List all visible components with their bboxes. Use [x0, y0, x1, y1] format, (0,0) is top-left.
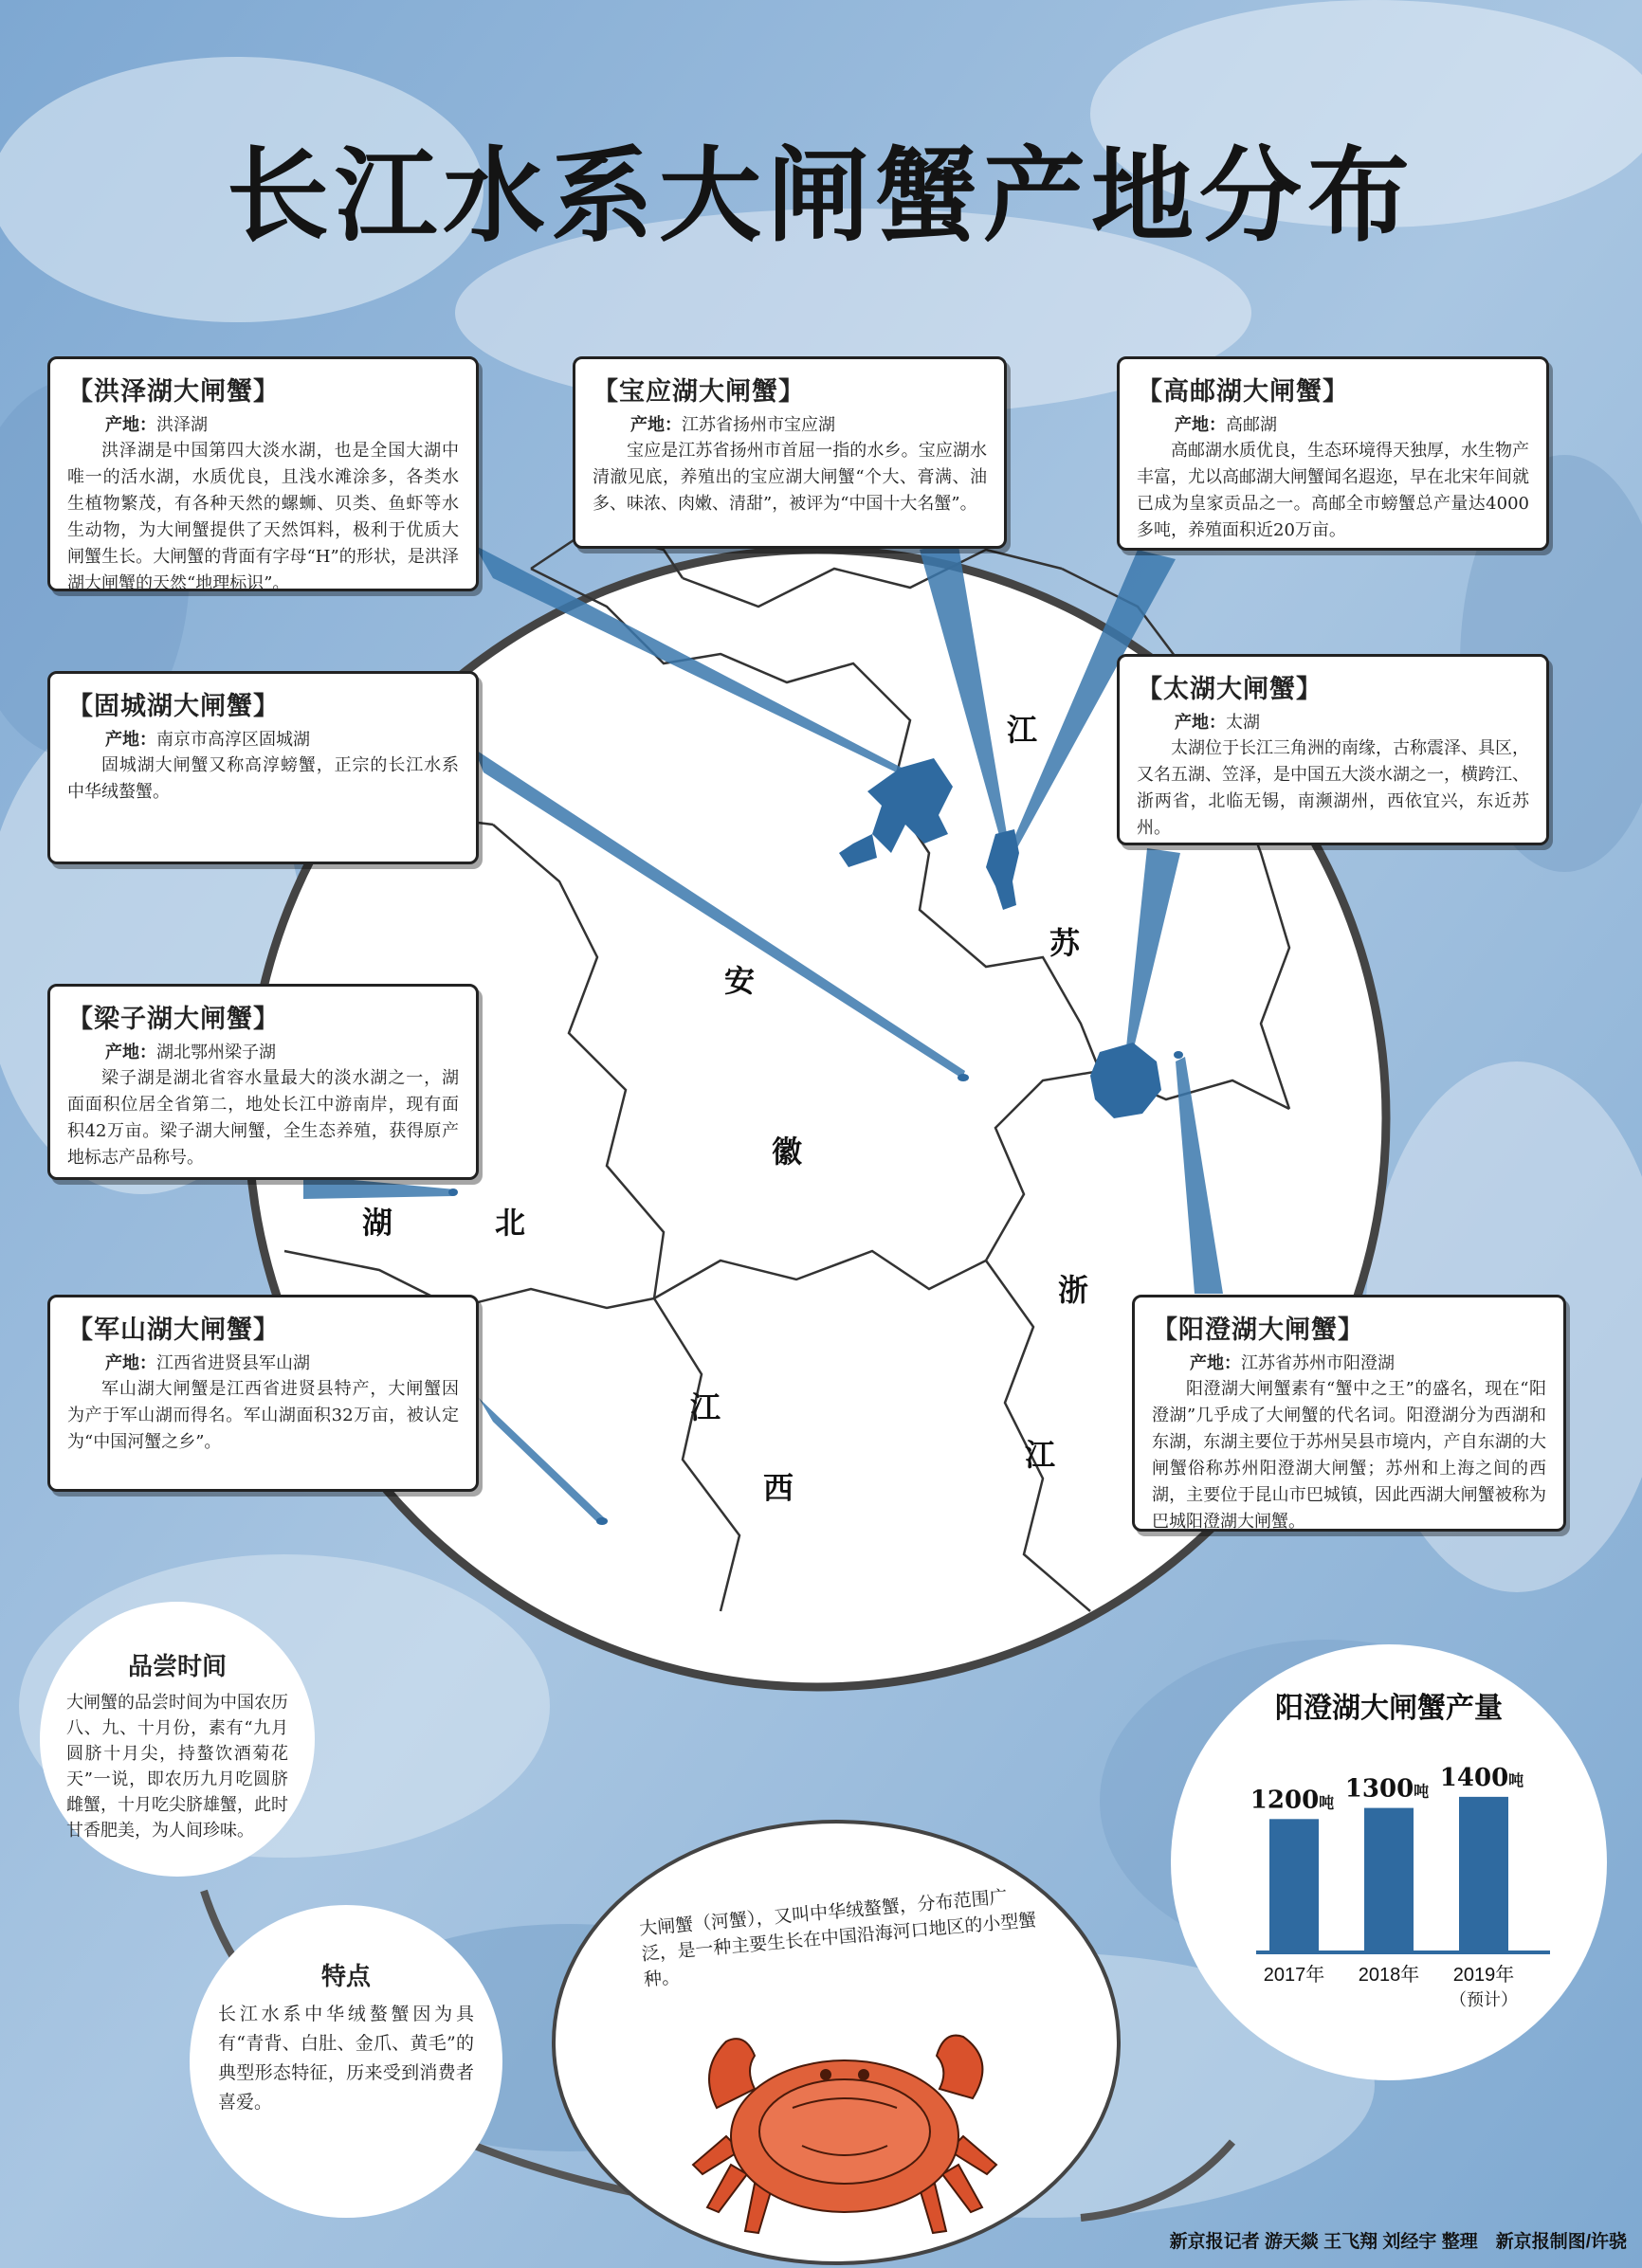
- lake-yangcheng: [1174, 1051, 1183, 1059]
- callout-title: 【宝应湖大闸蟹】: [593, 377, 805, 407]
- callout-description: 洪泽湖是中国第四大淡水湖，也是全国大湖中唯一的活水湖，水质优良，且浅水滩涂多，各类水生植物繁茂，有各种天然的螺蛳、贝类、鱼虾等水生动物，为大闸蟹提供了天然饵料，极利于优质大闸蟹生长。大闸蟹的背面有字母“H”的形状，是洪泽湖大闸蟹的天然“地理标识”。: [67, 441, 459, 593]
- callout-description: 高邮湖水质优良，生态环境得天独厚，水生物产丰富，尤以高邮湖大闸蟹闻名遐迩，早在北宋年间就已成为皇家贡品之一。高邮全市螃蟹总产量达4000多吨，养殖面积近20万亩。: [1137, 441, 1529, 540]
- origin-value: 江西省进贤县军山湖: [156, 1353, 310, 1373]
- callout-title: 【太湖大闸蟹】: [1137, 675, 1323, 704]
- bar-unit-label: 吨: [1414, 1782, 1430, 1801]
- connector-arc-right: [1081, 2142, 1232, 2218]
- callout-title: 【高邮湖大闸蟹】: [1137, 377, 1349, 407]
- origin-label: 产地：: [105, 1353, 156, 1373]
- callout-hongze: [47, 356, 479, 591]
- callout-taihu: [1117, 654, 1549, 845]
- page-title: 长江水系大闸蟹产地分布: [226, 136, 1415, 256]
- callout-description: 阳澄湖大闸蟹素有“蟹中之王”的盛名，现在“阳澄湖”几乎成了大闸蟹的代名词。阳澄湖分为西湖和东湖，东湖主要位于苏州吴县市境内，产自东湖的大闸蟹俗称苏州阳澄湖大闸蟹；苏州和上海之间的西湖，主要位于昆山市巴城镇，因此西湖大闸蟹被称为巴城阳澄湖大闸蟹。: [1152, 1379, 1546, 1532]
- origin-line: [1137, 413, 1529, 438]
- bar-unit-label: 吨: [1319, 1793, 1335, 1812]
- tasting-title: 品尝时间: [127, 1653, 227, 1681]
- province-label-hubei-2: 北: [495, 1205, 526, 1241]
- origin-value: 高邮湖: [1226, 415, 1277, 435]
- bar-value-label: 1400吨: [1439, 1763, 1524, 1792]
- callout-description: 宝应是江苏省扬州市首屈一指的水乡。宝应湖水清澈见底，养殖出的宝应湖大闸蟹“个大、膏满、油多、味浓、肉嫩、清甜”，被评为“中国十大名蟹”。: [593, 441, 987, 514]
- tasting-time-circle: [40, 1602, 315, 1877]
- bar-2017年: [1269, 1819, 1319, 1952]
- origin-label: 产地：: [105, 1043, 156, 1062]
- origin-line: [67, 413, 459, 438]
- callout-gucheng: [47, 671, 479, 864]
- origin-line: [67, 1352, 459, 1376]
- callout-gaoyou: [1117, 356, 1549, 551]
- crab-illustration: [688, 2004, 1001, 2241]
- callout-description: 固城湖大闸蟹又称高淳螃蟹，正宗的长江水系中华绒螯蟹。: [67, 755, 459, 802]
- bar-2019年: [1459, 1797, 1508, 1952]
- origin-line: [67, 728, 459, 753]
- bar-unit-label: 吨: [1508, 1770, 1524, 1789]
- lake-liangzi: [448, 1188, 458, 1196]
- province-label-zhejiang-1: 浙: [1058, 1272, 1089, 1308]
- feature-title: 特点: [320, 1963, 371, 1991]
- origin-value: 洪泽湖: [156, 415, 208, 435]
- origin-line: [593, 413, 987, 438]
- origin-line: [67, 1041, 459, 1065]
- crab-intro-ellipse: [552, 1820, 1121, 2265]
- callout-baoying: [573, 356, 1007, 549]
- origin-label: 产地：: [105, 730, 156, 750]
- callout-title: 【固城湖大闸蟹】: [67, 692, 280, 721]
- callout-yangcheng: [1132, 1295, 1566, 1532]
- province-label-jiangxi-2: 西: [763, 1470, 794, 1506]
- callout-description: 军山湖大闸蟹是江西省进贤县特产，大闸蟹因为产于军山湖而得名。军山湖面积32万亩，被认定为“中国河蟹之乡”。: [67, 1379, 459, 1452]
- callout-liangzi: [47, 984, 479, 1180]
- origin-label: 产地：: [105, 415, 156, 435]
- province-label-jiangsu-1: 江: [1007, 712, 1038, 748]
- category-note: （预计）: [1450, 1990, 1518, 2010]
- callout-description: 梁子湖是湖北省容水量最大的淡水湖之一，湖面面积位居全省第二，地处长江中游南岸，现有面积42万亩。梁子湖大闸蟹，全生态养殖，获得原产地标志产品称号。: [67, 1068, 459, 1168]
- province-label-zhejiang-2: 江: [1025, 1437, 1056, 1473]
- callout-title: 【洪泽湖大闸蟹】: [67, 377, 280, 407]
- province-label-hubei-1: 湖: [362, 1205, 393, 1241]
- origin-label: 产地：: [1175, 713, 1226, 733]
- origin-line: [1152, 1352, 1546, 1376]
- province-label-jiangxi-1: 江: [690, 1389, 721, 1425]
- origin-value: 江苏省苏州市阳澄湖: [1241, 1353, 1395, 1373]
- origin-label: 产地：: [630, 415, 682, 435]
- feature-text: 长江水系中华绒螯蟹因为具有“青背、白肚、金爪、黄毛”的典型形态特征，历来受到消费者喜爱。: [218, 2004, 474, 2113]
- credit-line: 新京报记者 游天燚 王飞翔 刘经宇 整理 新京报制图/许骁: [1169, 2232, 1627, 2252]
- bar-value-label: 1200吨: [1250, 1786, 1335, 1815]
- production-chart: [1166, 1640, 1612, 2085]
- lake-gucheng: [958, 1074, 969, 1081]
- province-label-anhui-1: 安: [724, 963, 756, 999]
- origin-value: 南京市高淳区固城湖: [156, 730, 310, 750]
- bar-2018年: [1364, 1808, 1414, 1952]
- origin-value: 太湖: [1226, 713, 1260, 733]
- category-label: 2017年: [1263, 1965, 1325, 1986]
- feature-circle: [190, 1905, 502, 2218]
- callout-description: 太湖位于长江三角洲的南缘，古称震泽、具区，又名五湖、笠泽，是中国五大淡水湖之一，横跨江、浙两省，北临无锡，南濒湖州，西依宜兴，东近苏州。: [1137, 738, 1529, 838]
- origin-label: 产地：: [1190, 1353, 1241, 1373]
- category-label: 2018年: [1358, 1965, 1420, 1986]
- callout-junshan: [47, 1295, 479, 1492]
- callout-title: 【梁子湖大闸蟹】: [67, 1005, 280, 1034]
- crab-intro-text: 大闸蟹（河蟹），又叫中华绒螯蟹，分布范围广泛，是一种主要生长在中国沿海河口地区的小型蟹种。: [638, 1886, 1038, 1991]
- province-label-anhui-2: 徽: [772, 1134, 803, 1170]
- origin-value: 湖北鄂州梁子湖: [156, 1043, 276, 1062]
- callout-title: 【阳澄湖大闸蟹】: [1152, 1315, 1364, 1345]
- category-label: 2019年: [1452, 1965, 1515, 1986]
- origin-line: [1137, 711, 1529, 735]
- bar-value-label: 1300吨: [1344, 1774, 1430, 1804]
- production-chart-circle: [1166, 1640, 1612, 2085]
- tasting-text: 大闸蟹的品尝时间为中国农历八、九、十月份，素有“九月圆脐十月尖，持螯饮酒菊花天”一说，即农历九月吃圆脐雌蟹，十月吃尖脐雄蟹，此时甘香肥美，为人间珍味。: [66, 1693, 288, 1841]
- lake-junshan: [596, 1517, 608, 1525]
- origin-label: 产地：: [1175, 415, 1226, 435]
- callout-title: 【军山湖大闸蟹】: [67, 1315, 280, 1345]
- province-label-jiangsu-2: 苏: [1049, 925, 1081, 961]
- chart-title: 阳澄湖大闸蟹产量: [1275, 1692, 1503, 1725]
- origin-value: 江苏省扬州市宝应湖: [682, 415, 835, 435]
